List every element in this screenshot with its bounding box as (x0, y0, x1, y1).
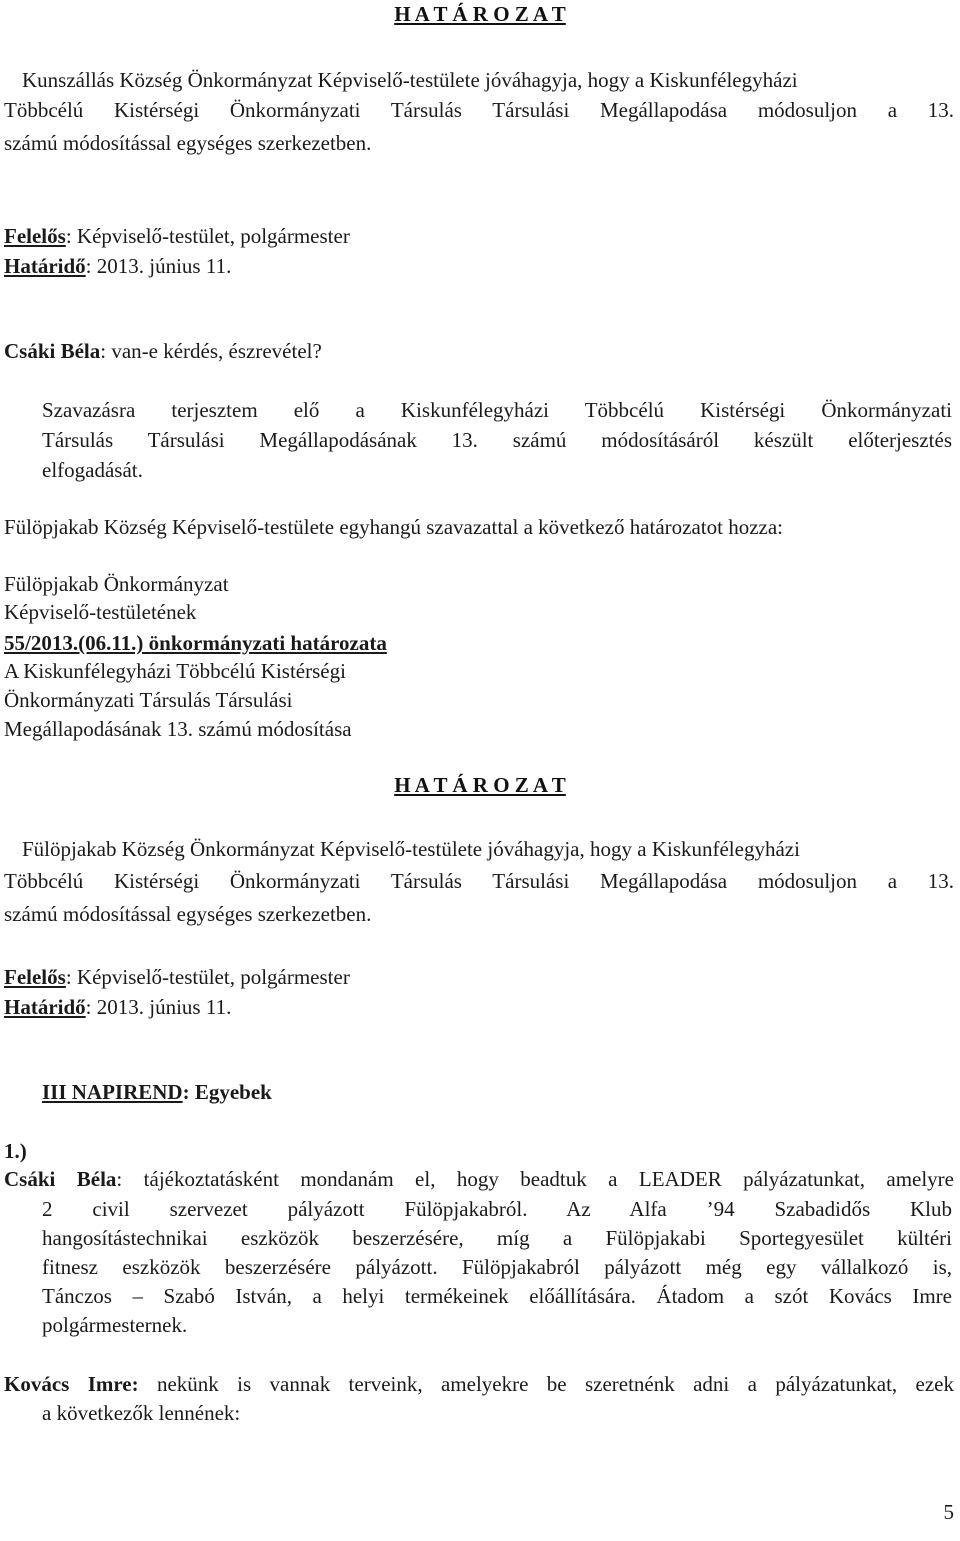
decision-line5: Önkormányzati Társulás Társulási (4, 688, 293, 712)
speaker2-line1 (4, 1165, 954, 1193)
responsible-line-1 (4, 222, 350, 250)
vote-intro-line3: elfogadását. (42, 458, 143, 482)
agenda-separator: : (182, 1080, 195, 1104)
decision-line2: Képviselő-testületének (4, 600, 197, 624)
responsible-line-2 (4, 963, 350, 991)
resolution-heading-top: H A T Á R O Z A T (394, 2, 566, 26)
speaker3-text1: nekünk is vannak terveink, amelyekre be szeretnénk adni a pályázatunkat, ezek (138, 1372, 955, 1396)
decision-number: 55/2013.(06.11.) önkormányzati határozata (4, 631, 387, 655)
resolution2-line1: Fülöpjakab Község Önkormányzat Képviselő-testülete jóváhagyja, hogy a Kiskunfélegyházi (22, 837, 800, 861)
speaker3-line1 (4, 1370, 954, 1398)
resolution-heading-mid: H A T Á R O Z A T (394, 773, 566, 797)
resolution1-line2: Többcélú Kistérségi Önkormányzati Társulás Társulási Megállapodása módosuljon a 13. (4, 98, 954, 122)
deadline-line-1 (4, 252, 231, 280)
deadline-value: : 2013. június 11. (85, 995, 232, 1019)
speaker3-line2: a következők lennének: (42, 1401, 241, 1425)
resolution1-line3: számú módosítással egységes szerkezetben. (4, 131, 372, 155)
responsible-value: : Képviselő-testület, polgármester (65, 965, 350, 989)
decision-line4: A Kiskunfélegyházi Többcélú Kistérségi (4, 659, 346, 683)
speaker2-line3: hangosítástechnikai eszközök beszerzésére, míg a Fülöpjakabi Sportegyesület kültéri (42, 1226, 952, 1250)
resolution1-line1: Kunszállás Község Önkormányzat Képviselő-testülete jóváhagyja, hogy a Kiskunfélegyházi (22, 68, 798, 92)
deadline-label: Határidő (4, 254, 86, 278)
item-number: 1.) (4, 1139, 27, 1163)
deadline-label: Határidő (4, 995, 86, 1019)
vote-intro-line2: Társulás Társulási Megállapodásának 13. számú módosításáról készült előterjesztés (42, 428, 952, 452)
agenda-title: Egyebek (194, 1080, 272, 1104)
speaker2-line6: polgármesternek. (42, 1313, 188, 1337)
decision-line1: Fülöpjakab Önkormányzat (4, 572, 229, 596)
agenda-heading (42, 1078, 272, 1106)
decision-line6: Megállapodásának 13. számú módosítása (4, 717, 352, 741)
deadline-line-2 (4, 993, 231, 1021)
resolution2-line2: Többcélú Kistérségi Önkormányzati Társulás Társulási Megállapodása módosuljon a 13. (4, 869, 954, 893)
vote-intro-line1: Szavazásra terjesztem elő a Kiskunfélegyházi Többcélú Kistérségi Önkormányzati (42, 398, 952, 422)
resolution2-line3: számú módosítással egységes szerkezetben. (4, 902, 372, 926)
speaker2-line4: fitnesz eszközök beszerzésére pályázott. Fülöpjakabról pályázott még egy vállalkozó is, (42, 1255, 952, 1279)
speaker3-name: Kovács Imre: (4, 1372, 139, 1396)
agenda-label: III NAPIREND (42, 1080, 183, 1104)
speaker2-line2: 2 civil szervezet pályázott Fülöpjakabról. Az Alfa ’94 Szabadidős Klub (42, 1197, 952, 1221)
speaker1-text: : van-e kérdés, észrevétel? (100, 339, 322, 363)
speaker2-text1: : tájékoztatásként mondanám el, hogy beadtuk a LEADER pályázatunkat, amelyre (116, 1167, 954, 1191)
speaker2-name: Csáki Béla (4, 1167, 117, 1191)
speaker2-line5: Tánczos – Szabó István, a helyi termékeinek előállítására. Átadom a szót Kovács Imre (42, 1284, 952, 1308)
responsible-label: Felelős (4, 965, 66, 989)
page-number: 5 (943, 1500, 954, 1524)
responsible-label: Felelős (4, 224, 66, 248)
responsible-value: : Képviselő-testület, polgármester (65, 224, 350, 248)
speaker1-name: Csáki Béla (4, 339, 101, 363)
vote-result: Fülöpjakab Község Képviselő-testülete egyhangú szavazattal a következő határozatot hozza: (4, 515, 784, 539)
speaker1-line (4, 337, 322, 365)
deadline-value: : 2013. június 11. (85, 254, 232, 278)
